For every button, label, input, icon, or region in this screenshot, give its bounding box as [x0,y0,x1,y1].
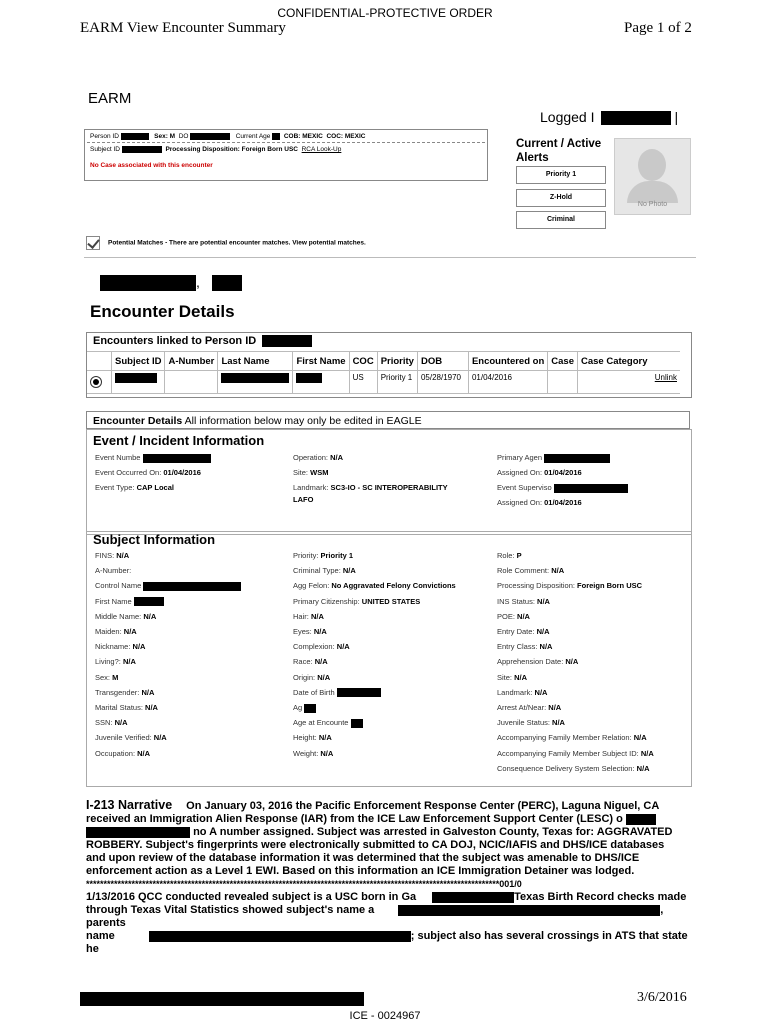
field-label: Criminal Type: [293,566,341,576]
field-label: Complexion: [293,642,335,652]
edit-notice-text: All information below may only be edited in EAGLE [182,415,422,427]
field-value: N/A [342,566,356,576]
field-value: N/A [537,596,550,606]
redaction [86,827,190,838]
field-label: Landmark: [497,687,533,697]
field-value: N/A [640,748,654,758]
redaction [134,597,164,606]
subject-field [497,733,647,742]
subject-field [497,749,654,758]
subject-field [95,657,136,666]
redaction [554,484,628,493]
field-label: Marital Status: [95,703,143,712]
subject-field [497,673,527,682]
subject-field [293,718,363,728]
col-subject-id: Subject ID [112,352,165,371]
subject-field [497,764,650,773]
subject-field [497,688,547,697]
subject-field [497,627,550,636]
field-value: N/A [141,687,155,697]
col-case-category: Case Category [577,352,680,371]
assigned2-value: 01/04/2016 [544,498,582,507]
field-label: Entry Date: [497,627,535,636]
subject-field [293,688,381,698]
field-label: A-Number: [95,566,132,576]
field-value: N/A [551,566,565,576]
redaction [100,275,196,291]
field-label: Consequence Delivery System Selection: [497,763,635,773]
narrative-line: ; subject also has several crossings in ATS that state he [86,930,688,955]
cell-dob: 05/28/1970 [417,371,468,394]
site-label: Site: [293,468,309,477]
narrative-line: received an Immigration Alien Response (IAR) from the ICE Law Enforcement Support Center (LESC) o [86,813,623,825]
rca-lookup-link[interactable]: RCA Look-Up [301,146,342,154]
redaction [115,373,157,383]
linked-title: Encounters linked to Person ID [93,335,257,347]
operation-value: N/A [330,453,344,462]
subject-field [95,749,150,758]
narrative-line: and upon review of the database information it was determined that the subject was amenable to DHS/ICE [86,852,640,864]
field-value: N/A [536,627,550,636]
field-value: N/A [534,687,548,697]
field-value: N/A [145,703,158,712]
unlink-link[interactable]: Unlink [654,373,677,382]
landmark-value-2: LAFO [293,495,314,504]
table-row[interactable] [87,371,680,394]
field-label: SSN: [95,718,113,728]
field-label: Maiden: [95,627,122,636]
field-label: Juvenile Status: [497,718,550,728]
field-label: Apprehension Date: [497,657,564,667]
field-label: Processing Disposition: [497,581,575,591]
col-case: Case [548,352,578,371]
cell-coc: US [349,371,377,394]
field-label: Primary Citizenship: [293,596,360,606]
field-value: N/A [137,748,151,758]
alert-priority-button[interactable]: Priority 1 [516,166,606,184]
event-number-label: Event Numbe [95,453,141,462]
age-label: Current Age [235,133,271,141]
potential-matches-text[interactable]: Potential Matches - There are potential encounter matches. View potential matches. [108,239,366,247]
redaction [149,931,411,942]
col-coc: COC [349,352,377,371]
field-label: Age at Encounte [293,718,349,728]
subject-field [293,551,353,560]
sex-value: Sex: M [154,133,176,141]
field-value: N/A [565,657,579,667]
page-number: Page 1 of 2 [624,20,692,36]
field-value: N/A [123,627,137,636]
narrative-line: 1/13/2016 QCC conducted revealed subject is a USC born in Ga [86,891,417,903]
subject-field [497,612,530,621]
narrative-title: I-213 Narrative [86,798,173,812]
field-value: N/A [514,672,528,682]
field-label: Entry Class: [497,642,538,652]
col-encountered-on: Encountered on [468,352,547,371]
narrative-line: , parents [86,904,664,929]
subject-field [497,642,552,651]
occurred-value: 01/04/2016 [163,468,201,477]
field-value: N/A [548,703,562,712]
field-label: Control Name [95,581,142,591]
field-value: N/A [143,611,157,621]
linked-encounters-panel [86,332,692,398]
alert-criminal-button[interactable]: Criminal [516,211,606,229]
event-type-label: Event Type: [95,483,135,492]
subject-field [95,627,137,636]
subject-field [497,718,565,727]
person-summary-box [84,129,488,181]
subject-field [497,581,642,590]
field-value: P [516,551,522,560]
cell-encountered: 01/04/2016 [468,371,547,394]
subject-field [293,627,327,636]
subject-field [497,703,561,712]
col-dob: DOB [417,352,468,371]
divider [84,257,696,258]
redaction [143,582,241,591]
field-label: Juvenile Verified: [95,733,152,743]
field-label: Origin: [293,672,316,682]
narrative-line: ROBBERY. Subject's fingerprints were electronically submitted to CA DOJ, NCIC/IAFIS and DHS/ICE databases [86,839,665,851]
redaction [432,892,514,903]
operation-label: Operation: [293,453,329,462]
subject-field [293,597,420,606]
subject-field [497,657,578,666]
cob-value: COB: MEXIC [283,133,323,141]
subject-field [497,551,522,560]
subject-section-title: Subject Information [93,532,216,547]
select-radio[interactable] [90,376,102,388]
field-label: Race: [293,657,313,667]
redaction [398,905,660,916]
subject-field [95,581,241,591]
field-label: Hair: [293,611,309,621]
field-value: N/A [132,642,146,652]
field-value: UNITED STATES [361,596,421,606]
narrative-line: On January 03, 2016 the Pacific Enforcement Response Center (PERC), Laguna Niguel, CA [186,800,660,812]
primary-agent-label: Primary Agen [497,453,543,462]
encounter-details-title: Encounter Details [90,302,235,321]
potential-matches[interactable] [86,236,366,250]
redaction [544,454,610,463]
subject-field [293,657,328,666]
field-label: Priority: [293,551,319,560]
event-section-title: Event / Incident Information [93,433,265,448]
subject-field [293,566,356,575]
col-priority: Priority [377,352,417,371]
supervisor-label: Event Superviso [497,483,552,492]
subject-field [95,703,158,712]
field-label: FINS: [95,551,115,560]
field-label: Role: [497,551,515,560]
col-first-name: First Name [293,352,349,371]
field-value: Priority 1 [320,551,354,560]
field-value: N/A [310,611,324,621]
site-value: WSM [310,468,329,477]
redaction [272,133,280,140]
field-label: First Name [95,596,132,606]
coc-value: COC: MEXIC [326,133,366,141]
field-value: N/A [313,627,327,636]
subject-field [293,642,350,651]
edit-notice [86,411,690,429]
dob-label: DO [178,133,189,141]
event-section [86,429,692,535]
redaction [304,704,316,713]
field-label: POE: [497,611,515,621]
field-label: Accompanying Family Member Subject ID: [497,748,639,758]
redaction [190,133,230,140]
subject-field [293,749,333,758]
print-date: 3/6/2016 [637,990,687,1005]
narrative-line: through Texas Vital Statistics showed subject's name a [86,904,375,916]
field-value: N/A [517,611,530,621]
field-value: M [112,672,119,682]
field-label: Arrest At/Near: [497,703,547,712]
redaction [296,373,322,383]
redaction [80,992,364,1006]
redaction [121,133,149,140]
processing-disposition: Processing Disposition: Foreign Born USC [165,146,298,154]
field-label: Middle Name: [95,611,142,621]
table-header-row [87,352,680,371]
field-value: N/A [317,672,331,682]
subject-field [293,703,316,713]
subject-field [95,551,129,560]
subject-field [497,566,564,575]
field-value: N/A [122,657,136,667]
redaction [351,719,363,728]
field-label: Sex: [95,672,111,682]
field-value: N/A [116,551,130,560]
field-value: N/A [153,733,167,743]
subject-photo [614,138,691,215]
alerts-title: Current / Active Alerts [516,138,602,164]
assigned-label: Assigned On: [497,468,543,477]
person-silhouette-icon [638,149,666,181]
subject-field [95,566,131,575]
field-value: N/A [318,733,332,743]
field-label: Date of Birth [293,687,335,697]
app-name: EARM [88,90,132,107]
subject-field [95,688,154,697]
field-value: N/A [336,642,350,652]
field-label: Occupation: [95,748,136,758]
event-type-value: CAP Local [136,483,174,492]
subject-field [95,642,145,651]
subject-name: , [100,274,242,291]
subject-field [95,718,128,727]
redaction [626,814,656,825]
field-label: Transgender: [95,687,140,697]
col-a-number: A-Number [165,352,218,371]
col-last-name: Last Name [218,352,293,371]
redaction [143,454,211,463]
i213-narrative [86,799,690,956]
field-value: N/A [314,657,328,667]
subject-field [95,673,118,682]
subject-section [86,531,692,787]
field-label: INS Status: [497,596,535,606]
field-value: N/A [552,718,565,728]
redaction [221,373,289,383]
subject-id-label: Subject ID [90,146,120,154]
field-value: N/A [320,748,334,758]
no-photo-label: No Photo [637,201,668,208]
linked-encounters-table [87,351,680,394]
field-label: Ag [293,703,303,712]
document-title: EARM View Encounter Summary [80,20,286,36]
redaction [212,275,242,291]
redaction [122,146,162,153]
subject-field [293,733,332,742]
field-label: Living?: [95,657,121,667]
checkmark-icon [86,236,100,250]
landmark-value: SC3-IO - SC INTEROPERABILITY [330,483,448,492]
assigned-value: 01/04/2016 [544,468,582,477]
occurred-label: Event Occurred On: [95,468,162,477]
subject-field [293,612,324,621]
narrative-separator: **********************************************************************************************************************001/0 [86,879,522,889]
subject-field [95,612,156,621]
field-label: Role Comment: [497,566,550,576]
field-value: N/A [114,718,128,728]
subject-field [497,597,550,606]
cell-priority: Priority 1 [377,371,417,394]
field-label: Accompanying Family Member Relation: [497,733,632,743]
narrative-line: enforcement action as a Level 1 EWI. Based on this information an ICE Immigration Detainer was lodged. [86,865,635,877]
logged-in-user: Logged I | [540,109,679,125]
alert-zhold-button[interactable]: Z-Hold [516,189,606,207]
landmark-label: Landmark: [293,483,329,492]
field-label: Nickname: [95,642,131,652]
subject-field [293,673,330,682]
subject-field [95,733,167,742]
field-value: N/A [539,642,553,652]
assigned2-label: Assigned On: [497,498,543,507]
person-id-label: Person ID [90,133,119,141]
bates-number: ICE - 0024967 [349,1010,421,1022]
redaction [601,111,671,125]
field-label: Height: [293,733,317,743]
field-value: No Aggravated Felony Convictions [331,581,456,591]
subject-field [293,581,456,590]
narrative-line: name [86,930,115,942]
redaction [262,335,312,347]
field-value: N/A [633,733,647,743]
field-value: Foreign Born USC [577,581,643,591]
field-label: Eyes: [293,627,312,636]
field-value: N/A [636,763,650,773]
redaction [337,688,381,697]
subject-field [95,597,164,607]
narrative-line: no A number assigned. Subject was arrested in Galveston County, Texas for: AGGRAVATED [193,826,673,838]
narrative-line: Texas Birth Record checks made [514,891,687,903]
field-label: Agg Felon: [293,581,330,591]
field-label: Site: [497,672,513,682]
edit-notice-bold: Encounter Details [93,415,183,427]
logged-label: Logged I [540,109,595,125]
no-case-notice: No Case associated with this encounter [90,162,213,169]
confidential-banner: CONFIDENTIAL-PROTECTIVE ORDER [277,6,493,20]
field-label: Weight: [293,748,319,758]
